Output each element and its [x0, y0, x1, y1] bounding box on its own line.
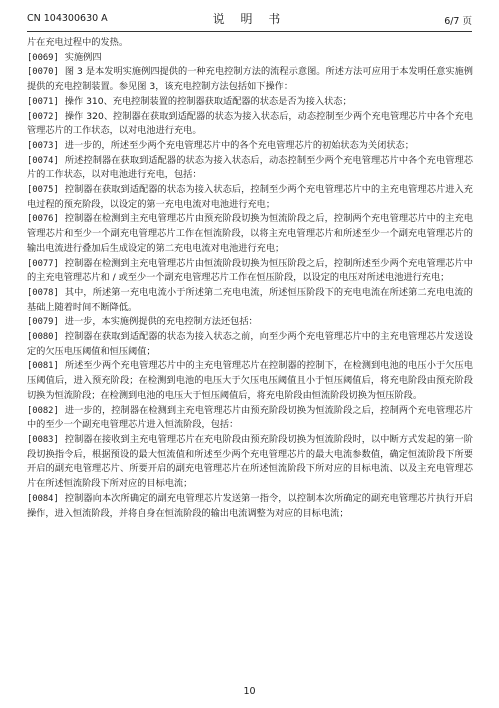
paragraph-text: 其中，所述第一充电电流小于所述第二充电电流，所述恒压阶段下的充电电流在所述第二充电电流的基础上随着时间不断降低。	[27, 286, 473, 313]
paragraph-number: [0079]	[27, 317, 59, 328]
paragraph	[27, 315, 473, 330]
paragraph-text: 操作 310、充电控制装置的控制器获取适配器的状态是否为接入状态；	[64, 95, 352, 107]
paragraph-text: 操作 320、控制器在获取到适配器的状态为接入状态后，动态控制至少两个充电管理芯片中各个充电管理芯片的工作状态，以对电池进行充电。	[27, 110, 473, 137]
patent-number: CN 104300630 A	[27, 13, 108, 24]
paragraph-number: [0083]	[27, 434, 59, 445]
paragraph-text: 所述控制器在获取到适配器的状态为接入状态后，动态控制至少两个充电管理芯片中各个充电管理芯片的工作状态，以对电池进行充电，包括：	[27, 154, 473, 181]
paragraph	[27, 404, 473, 433]
paragraph-text: 图 3 是本发明实施例四提供的一种充电控制方法的流程示意图。所述方法可应用于本发明任意实施例提供的充电控制装置。参见图 3，该充电控制方法包括如下操作：	[27, 66, 473, 93]
document-body	[27, 36, 473, 521]
paragraph-text: 控制器在获取到适配器的状态为接入状态之前，向至少两个充电管理芯片中的主充电管理芯片发送设定的欠压电压阈值和恒压阈值；	[27, 331, 473, 357]
paragraph	[27, 154, 473, 183]
paragraph-number: [0084]	[27, 493, 59, 504]
paragraph	[27, 359, 473, 403]
paragraph-number: [0081]	[27, 361, 59, 372]
page-indicator: 6/7 页	[444, 16, 472, 27]
paragraph-text: 控制器在检测到主充电管理芯片由恒流阶段切换为恒压阶段之后，控制所述至少两个充电管理芯片中的主充电管理芯片和 / 或至少一个副充电管理芯片工作在恒压阶段，以设定的电压对所述电池进行充电；	[27, 257, 473, 284]
paragraph-number: [0076]	[27, 214, 59, 225]
paragraph	[27, 110, 473, 139]
paragraph	[27, 139, 473, 154]
paragraph-number: [0077]	[27, 258, 59, 269]
paragraph-number: [0073]	[27, 140, 59, 151]
paragraph-number: [0080]	[27, 332, 59, 343]
page-number: 10	[243, 686, 256, 697]
header-divider	[27, 31, 472, 32]
paragraph-text: 进一步的，所述至少两个充电管理芯片中的各个充电管理芯片的初始状态为关闭状态；	[64, 139, 414, 151]
paragraph	[27, 433, 473, 492]
paragraph-text: 所述至少两个充电管理芯片中的主充电管理芯片在控制器的控制下，在检测到电池的电压小于欠压电压阈值后，进入预充阶段；在检测到电池的电压大于欠压电压阈值且小于恒压阈值后，将充电阶段由预充阶段切换为恒流阶段；在检测到电池的电压大于恒压阈值后，将充电阶段由恒流阶段切换为恒压阶段。	[27, 360, 473, 401]
paragraph-text: 控制器在获取到适配器的状态为接入状态后，控制至少两个充电管理芯片中的主充电管理芯片进入充电过程的预充阶段，以设定的第一充电电流对电池进行充电；	[27, 184, 473, 210]
paragraph-text: 片在充电过程中的发热。	[27, 37, 129, 48]
paragraph	[27, 183, 473, 212]
paragraph-number: [0069]	[27, 52, 59, 63]
document-title: 说 明 书	[212, 12, 287, 26]
paragraph-number: [0070]	[27, 67, 59, 78]
paragraph-number: [0071]	[27, 96, 59, 107]
paragraph-text: 控制器在接收到主充电管理芯片在充电阶段由预充阶段切换为恒流阶段时，以中断方式发起的第一阶段切换指令后，根据预设的最大恒流值和所述至少两个充电管理芯片的最大电流参数值，确定恒流阶段下所要开启的副充电管理芯片、所要开启的副充电管理芯片在所述恒流阶段下所对应的目标电流、以及主充电管理芯片在所述恒流阶段下所对应的目标电流；	[27, 433, 473, 490]
paragraph-number: [0078]	[27, 287, 59, 298]
paragraph	[27, 95, 473, 110]
paragraph-text: 实施例四	[64, 51, 102, 63]
paragraph-text: 控制器在检测到主充电管理芯片由预充阶段切换为恒流阶段之后，控制两个充电管理芯片中的主充电管理芯片和至少一个副充电管理芯片工作在恒流阶段，以将主充电管理芯片和所述至少一个副充电管理芯片的输出电流进行叠加后生成设定的第二充电电流对电池进行充电；	[27, 213, 473, 254]
page-footer	[0, 686, 499, 697]
paragraph	[27, 36, 473, 51]
paragraph-text: 控制器向本次所确定的副充电管理芯片发送第一指令，以控制本次所确定的副充电管理芯片执行开启操作，进入恒流阶段，并将自身在恒流阶段的输出电流调整为对应的目标电流；	[27, 492, 473, 519]
paragraph	[27, 286, 473, 315]
paragraph-text: 进一步，本实施例提供的充电控制方法还包括：	[64, 316, 258, 328]
paragraph	[27, 257, 473, 286]
paragraph	[27, 212, 473, 256]
paragraph-text: 进一步的，控制器在检测到主充电管理芯片由预充阶段切换为恒流阶段之后，控制两个充电管理芯片中的至少一个副充电管理芯片进入恒流阶段，包括：	[27, 404, 473, 431]
paragraph-number: [0074]	[27, 155, 59, 166]
paragraph	[27, 65, 473, 94]
paragraph	[27, 492, 473, 521]
paragraph-number: [0082]	[27, 405, 59, 416]
paragraph	[27, 330, 473, 359]
paragraph-number: [0072]	[27, 111, 59, 122]
page-header	[27, 10, 472, 28]
paragraph-number: [0075]	[27, 185, 59, 196]
paragraph	[27, 51, 473, 66]
